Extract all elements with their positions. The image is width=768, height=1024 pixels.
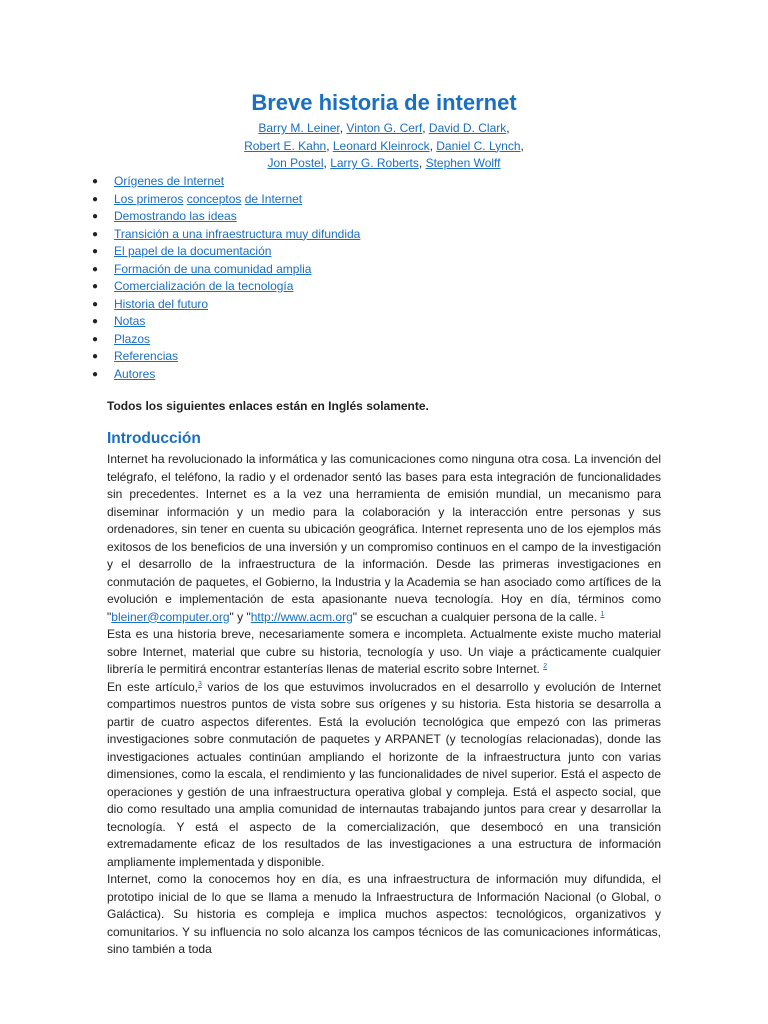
toc-link-de-internet[interactable]: de Internet xyxy=(244,191,303,206)
bullet-icon: ● xyxy=(92,316,99,327)
toc-item xyxy=(92,191,360,209)
toc-item xyxy=(92,226,360,244)
toc-link-autores[interactable]: Autores xyxy=(114,366,156,381)
toc-item xyxy=(92,296,360,314)
author-line-1: Barry M. Leiner, Vinton G. Cerf, David D. Clark, xyxy=(258,121,510,135)
toc-link-plazos[interactable]: Plazos xyxy=(114,331,151,346)
paragraph-text: Internet, como la conocemos hoy en día, es una infraestructura de información muy difundida, el prototipo inicial de lo que se llama a menudo la Infraestructura de Información Nacional (o Global, o Galáctica). Su historia es compleja e implica muchos aspectos: tecnológicos, organizativos y comunitarios. Y su influencia no solo alcanza los campos técnicos de las comunicaciones informáticas, sino también a toda xyxy=(107,872,661,956)
paragraph-text: En este artículo, xyxy=(107,679,198,694)
email-link[interactable]: bleiner@computer.org xyxy=(111,609,230,624)
toc-item xyxy=(92,173,360,191)
paragraph-text: varios de los que estuvimos involucrados en el desarrollo y evolución de Internet compartimos nuestros puntos de vista sobre sus orígenes y su historia. Esta historia se desarrolla a partir de cuatro aspectos diferentes. Está la evolución tecnológica que empezó con las primeras investigaciones sobre conmutación de paquetes y ARPANET (y tecnologías relacionadas), donde las investigaciones actuales continúan ampliando el horizonte de la infraestructura junto con varias dimensiones, como la escala, el rendimiento y las funcionalidades de nivel superior. Está el aspecto de operaciones y gestión de una infraestructura operativa global y compleja. Está el aspecto social, que dio como resultado una amplia comunidad de internautas trabajando juntos para crear y desarrollar la tecnología. Y está el aspecto de la comercialización, que desembocó en una transición extremadamente eficaz de los resultados de las investigaciones a una estructura de información ampliamente implementada y disponible. xyxy=(107,679,661,869)
paragraph-3 xyxy=(107,679,661,872)
author-link[interactable]: Leonard Kleinrock xyxy=(332,138,430,153)
author-list xyxy=(0,120,768,173)
toc-link-documentacion[interactable]: El papel de la documentación xyxy=(114,244,272,258)
toc-link-origenes[interactable]: Orígenes de Internet xyxy=(114,174,225,188)
toc-item xyxy=(92,278,360,296)
bullet-icon: ● xyxy=(92,211,99,222)
toc-link-primeros[interactable]: Los primeros xyxy=(114,191,184,206)
toc-link-conceptos[interactable]: conceptos xyxy=(186,191,242,206)
toc-item xyxy=(92,331,360,349)
toc-link-referencias[interactable]: Referencias xyxy=(114,349,179,363)
english-only-note: Todos los siguientes enlaces están en Inglés solamente. xyxy=(107,399,429,413)
toc-item xyxy=(92,313,360,331)
toc-link-demostrando[interactable]: Demostrando las ideas xyxy=(114,209,237,223)
bullet-icon: ● xyxy=(92,193,99,205)
bullet-icon: ● xyxy=(92,281,99,292)
bullet-icon: ● xyxy=(92,333,99,345)
toc-item xyxy=(92,243,360,261)
author-link[interactable]: Larry G. Roberts xyxy=(330,156,419,170)
author-link[interactable]: Vinton G. Cerf xyxy=(346,121,423,135)
author-link[interactable]: Jon Postel xyxy=(267,156,324,170)
paragraph-text: Esta es una historia breve, necesariamente somera e incompleta. Actualmente existe mucho material sobre Internet, material que cubre su historia, tecnología y uso. Un viaje a prácticamente cualquier librería le permitirá encontrar estanterías llenas de material escrito sobre Internet. xyxy=(107,627,661,676)
paragraph-text: " y " xyxy=(229,609,251,624)
bullet-icon: ● xyxy=(92,246,99,257)
footnote-link[interactable]: 2 xyxy=(543,663,548,670)
acm-link[interactable]: http://www.acm.org xyxy=(250,609,353,624)
bullet-icon: ● xyxy=(92,228,99,240)
toc-item xyxy=(92,366,360,384)
paragraph-text: " se escuchan a cualquier persona de la calle. xyxy=(352,609,601,624)
toc-link-comercializacion[interactable]: Comercialización de la tecnología xyxy=(114,279,294,293)
author-link[interactable]: Robert E. Kahn xyxy=(244,138,327,153)
paragraph-text: Internet ha revolucionado la informática y las comunicaciones como ninguna otra cosa. La invención del telégrafo, el teléfono, la radio y el ordenador sentó las bases para esta integración de funcionalidades sin precedentes. Internet es a la vez una herramienta de emisión mundial, un mecanismo para diseminar información y un medio para la colaboración y la interacción entre personas y sus ordenadores, sin tener en cuenta su ubicación geográfica. Internet representa uno de los ejemplos más exitosos de los beneficios de una inversión y un compromiso continuos en el campo de la investigación y el desarrollo de la infraestructura de la información. Desde las primeras investigaciones en conmutación de paquetes, el Gobierno, la Industria y la Academia se han asociado como artífices de la evolución e implementación de esta apasionante nueva tecnología. Hoy en día, términos como " xyxy=(107,452,661,624)
toc-link-futuro[interactable]: Historia del futuro xyxy=(114,296,209,311)
table-of-contents xyxy=(92,173,360,383)
footnote-link[interactable]: 1 xyxy=(600,610,605,618)
footnote-link[interactable]: 3 xyxy=(197,680,202,688)
author-line-3: Jon Postel, Larry G. Roberts, Stephen Wolff xyxy=(267,156,501,170)
toc-link-transicion[interactable]: Transición a una infraestructura muy difundida xyxy=(114,226,361,241)
bullet-icon: ● xyxy=(92,298,99,310)
paragraph-4 xyxy=(107,871,661,959)
author-link[interactable]: Stephen Wolff xyxy=(425,156,501,170)
bullet-icon: ● xyxy=(92,368,99,380)
article-body xyxy=(107,451,661,959)
bullet-icon: ● xyxy=(92,176,99,187)
toc-item xyxy=(92,208,360,226)
toc-link-comunidad[interactable]: Formación de una comunidad amplia xyxy=(114,261,312,276)
author-link[interactable]: David D. Clark xyxy=(428,121,507,135)
author-line-2: Robert E. Kahn, Leonard Kleinrock, Daniel C. Lynch, xyxy=(244,138,524,153)
bullet-icon: ● xyxy=(92,263,99,275)
paragraph-1 xyxy=(107,451,661,626)
paragraph-2 xyxy=(107,626,661,679)
document-title: Breve historia de internet xyxy=(251,90,517,115)
toc-link-notas[interactable]: Notas xyxy=(114,314,146,328)
author-link[interactable]: Daniel C. Lynch xyxy=(436,138,521,153)
bullet-icon: ● xyxy=(92,351,99,362)
toc-item xyxy=(92,348,360,366)
author-link[interactable]: Barry M. Leiner xyxy=(258,121,340,135)
toc-item xyxy=(92,261,360,279)
section-title-introduccion: Introducción xyxy=(107,430,201,447)
